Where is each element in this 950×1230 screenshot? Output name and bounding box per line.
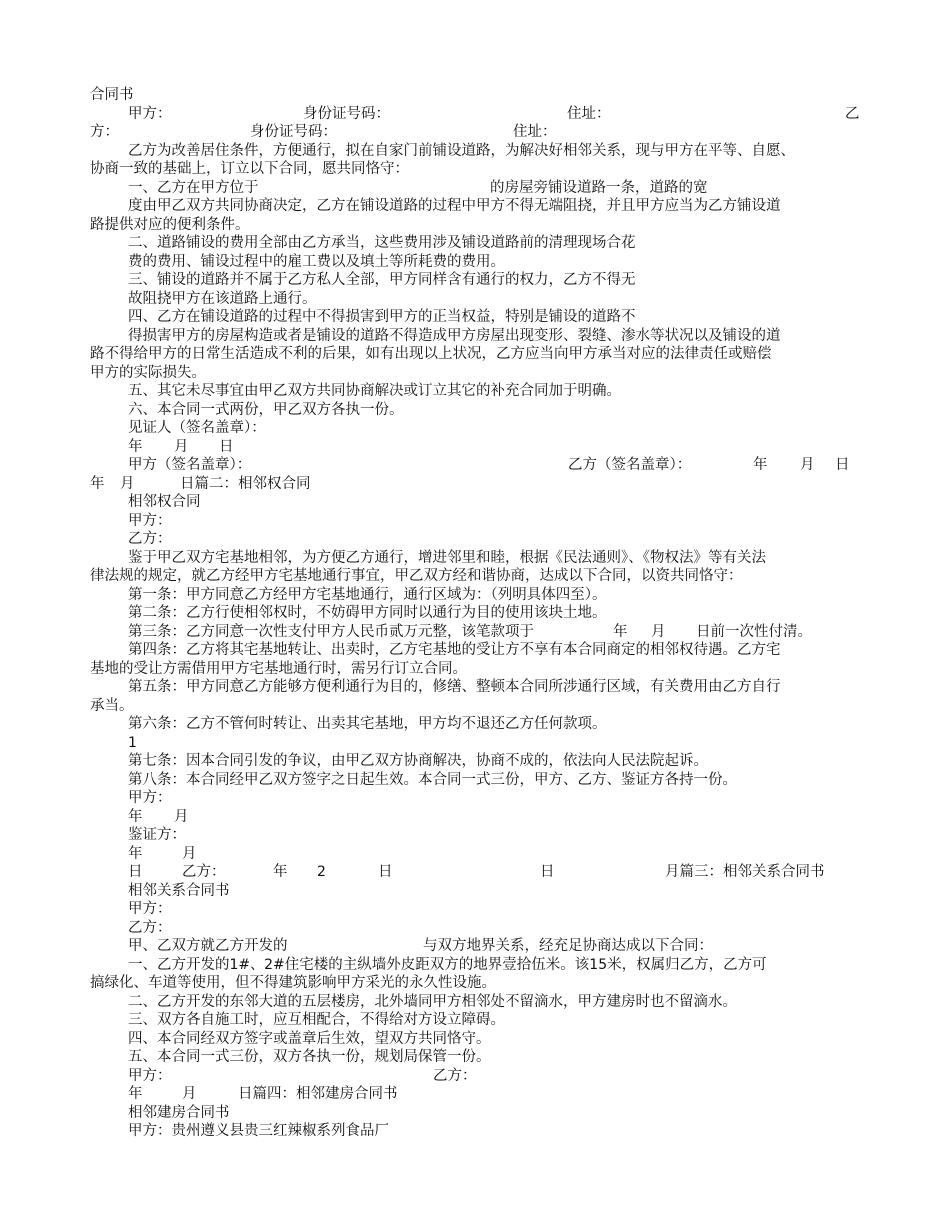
article-6-line: 第六条：乙方不管何时转让、出卖其宅基地，甲方均不退还乙方任何款项。 — [128, 716, 607, 732]
date-month: 月 — [800, 457, 815, 473]
paragraph-line: 协商一致的基础上，订立以下合同，愿共同恪守： — [90, 161, 409, 177]
date-day: 日 — [835, 457, 850, 473]
id-number-label: 身份证号码： — [303, 105, 390, 122]
date-line — [90, 438, 865, 457]
date-year: 年 — [128, 845, 143, 862]
paragraph-line: 甲方的实际损失。 — [90, 364, 206, 381]
section-4-heading-line — [90, 1085, 865, 1104]
intro-line — [90, 937, 865, 956]
clause-1-line — [90, 179, 865, 198]
paragraph-line: 费的费用、铺设过程中的雇工费以及填土等所耗费的费用。 — [128, 253, 505, 270]
clause-3-line: 三、双方各自施工时，应互相配合，不得给对方设立障碍。 — [128, 1012, 505, 1028]
clause-text: 一、乙方在甲方位于 — [128, 179, 259, 196]
date-day: 日 — [378, 864, 393, 880]
article-text: 第三条：乙方同意一次性支付甲方人民币贰万元整，该笔款项于 — [128, 623, 534, 640]
party-b-line — [90, 123, 865, 142]
clause-text: 米，权属归乙方，乙方可 — [607, 956, 767, 973]
paragraph-text: 甲、乙双方就乙方开发的 — [128, 938, 288, 954]
clause-text: 的房屋旁铺设道路一条，道路的宽 — [490, 179, 708, 196]
address-label: 住址： — [567, 105, 611, 122]
clause-text: 一、乙方开发的 — [128, 956, 230, 973]
doc-title: 合同书 — [90, 87, 134, 103]
address-label: 住址： — [513, 124, 557, 140]
paragraph-line: 度由甲乙双方共同协商决定，乙方在铺设道路的过程中甲方不得无端阻挠，并且甲方应当为乙方铺设道 — [128, 198, 781, 214]
party-a-line — [90, 105, 865, 124]
date-day: 日 — [128, 864, 143, 880]
article-8-line: 第八条：本合同经甲乙双方签字之日起生效。本合同一式三份，甲方、乙方、鉴证方各持一份。 — [128, 771, 737, 788]
date-day: 日 — [540, 864, 555, 880]
party-a-signature-label: 甲方（签名盖章）： — [128, 457, 252, 473]
clause-3-line: 三、铺设的道路并不属于乙方私人全部，甲方同样含有通行的权力，乙方不得无 — [128, 272, 636, 288]
article-1-line: 第一条：甲方同意乙方经甲方宅基地通行，通行区域为：（列明具体四至）。 — [128, 586, 607, 603]
party-a-label: 甲方： — [128, 105, 172, 122]
paragraph-line: 故阻挠甲方在该道路上通行。 — [128, 290, 317, 307]
section-3-heading-line — [90, 863, 865, 882]
paragraph-line: 鉴于甲乙双方宅基地相邻，为方便乙方通行，增进邻里和睦，根据《民法通则》、《物权法》等有关法 — [128, 549, 766, 566]
article-4-line: 第四条：乙方将其宅基地转让、出卖时，乙方宅基地的受让方不享有本合同商定的相邻权待遇。乙方宅 — [128, 642, 781, 658]
date-month: 月 — [182, 845, 197, 862]
paragraph-line: 搞绿化、车道等使用，但不得建筑影响甲方采光的永久性设施。 — [90, 975, 496, 991]
party-b-label-start: 乙 — [845, 105, 860, 122]
date-year: 年 — [128, 808, 143, 825]
signature-line — [90, 1067, 865, 1086]
paragraph-line: 乙方为改善居住条件，方便通行，拟在自家门前铺设道路，为解决好相邻关系，现与甲方在平等、自愿、 — [128, 142, 795, 159]
date-year: 年 — [753, 457, 768, 473]
section-heading: 月篇三：相邻关系合同书 — [665, 864, 825, 880]
date-day: 日 — [219, 438, 234, 455]
clause-5-line: 五、本合同一式三份，双方各执一份，规划局保管一份。 — [128, 1049, 491, 1065]
party-b-label: 乙方： — [128, 919, 172, 936]
date-year: 年 — [90, 475, 105, 492]
article-3-line — [90, 623, 865, 642]
section-heading: 日篇二：相邻权合同 — [180, 475, 311, 492]
date-month: 月 — [651, 623, 666, 640]
distance-value: 15 — [589, 956, 608, 973]
date-month: 月 — [182, 1086, 197, 1102]
paragraph-line: 承当。 — [90, 697, 134, 714]
clause-2-line: 二、道路铺设的费用全部由乙方承当，这些费用涉及铺设道路前的清理现场合花 — [128, 235, 636, 251]
party-b-label-end: 方： — [90, 124, 119, 140]
clause-2-line: 二、乙方开发的东邻大道的五层楼房，北外墙同甲方相邻处不留滴水，甲方建房时也不留滴水。 — [128, 993, 737, 1010]
paragraph-line: 路不得给甲方的日常生活造成不利的后果，如有出现以上状况，乙方应当向甲方承当对应的法律责任或赔偿 — [90, 346, 772, 362]
date-year: 年 — [613, 623, 628, 640]
date-line — [90, 808, 865, 827]
date-month: 月 — [174, 808, 189, 825]
date-month: 月 — [120, 475, 135, 492]
clause-6-line: 六、本合同一式两份，甲乙双方各执一份。 — [128, 401, 404, 418]
paragraph-line: 得损害甲方的房屋构造或者是铺设的道路不得造成甲方房屋出现变形、裂缝、渗水等状况以及铺设的道 — [128, 327, 781, 344]
section-title: 相邻权合同 — [128, 494, 201, 510]
date-year: 年 — [273, 864, 288, 880]
date-year: 年 — [128, 1086, 143, 1102]
party-b-signature-label: 乙方（签名盖章）： — [568, 457, 692, 473]
clause-4-line: 四、本合同经双方签字或盖章后生效，望双方共同恪守。 — [128, 1030, 491, 1047]
witness-line: 见证人（签名盖章）： — [128, 420, 266, 436]
signature-line — [90, 456, 865, 475]
page-number: 1 — [128, 734, 137, 751]
clause-text: 住宅楼的主纵墙外皮距双方的地界壹拾伍米。该 — [284, 956, 590, 973]
party-b-label: 乙方： — [182, 864, 226, 880]
section-title: 相邻建房合同书 — [128, 1104, 230, 1121]
section-title: 相邻关系合同书 — [128, 882, 230, 899]
date-value: 2 — [317, 864, 326, 880]
article-7-line: 第七条：因本合同引发的争议，由甲乙双方协商解决，协商不成的，依法向人民法院起诉。 — [128, 753, 708, 769]
id-number-label: 身份证号码： — [250, 124, 337, 140]
article-text: 日前一次性付清。 — [696, 623, 812, 640]
party-b-label: 乙方： — [128, 531, 172, 547]
paragraph-line: 基地的受让方需借用甲方宅基地通行时，需另行订立合同。 — [90, 660, 467, 677]
section-heading: 日篇四：相邻建房合同书 — [238, 1086, 398, 1102]
date-month: 月 — [174, 438, 189, 455]
clause-4-line: 四、乙方在铺设道路的过程中不得损害到甲方的正当权益，特别是铺设的道路不 — [128, 309, 636, 325]
party-a-line: 甲方：贵州遵义县贵三红辣椒系列食品厂 — [128, 1123, 389, 1139]
article-2-line: 第二条：乙方行使相邻权时，不妨碍甲方同时以通行为目的使用该块土地。 — [128, 605, 607, 621]
paragraph-text: 与双方地界关系，经充足协商达成以下合同： — [423, 938, 713, 954]
date-year: 年 — [128, 438, 143, 455]
party-a-label: 甲方： — [128, 512, 172, 529]
witness-party-label: 鉴证方： — [128, 827, 186, 843]
clause-5-line: 五、其它未尽事宜由甲乙双方共同协商解决或订立其它的补充合同加于明确。 — [128, 383, 621, 399]
date-line — [90, 845, 865, 864]
paragraph-line: 路提供对应的便利条件。 — [90, 216, 250, 233]
party-b-label: 乙方： — [433, 1067, 477, 1084]
article-5-line: 第五条：甲方同意乙方能够方便利通行为目的，修缮、整顿本合同所涉通行区域，有关费用由乙方自行 — [128, 679, 781, 695]
clause-1-line — [90, 956, 865, 975]
party-a-label: 甲方： — [128, 790, 172, 806]
building-number: 1#、2# — [229, 956, 285, 973]
party-a-label: 甲方： — [128, 901, 172, 917]
section-2-heading-line — [90, 475, 865, 494]
paragraph-line: 律法规的规定，就乙方经甲方宅基地通行事宜，甲乙双方经和谐协商，达成以下合同，以资共同恪守： — [90, 568, 743, 584]
document-page — [90, 86, 865, 1141]
party-a-label: 甲方： — [128, 1067, 172, 1084]
